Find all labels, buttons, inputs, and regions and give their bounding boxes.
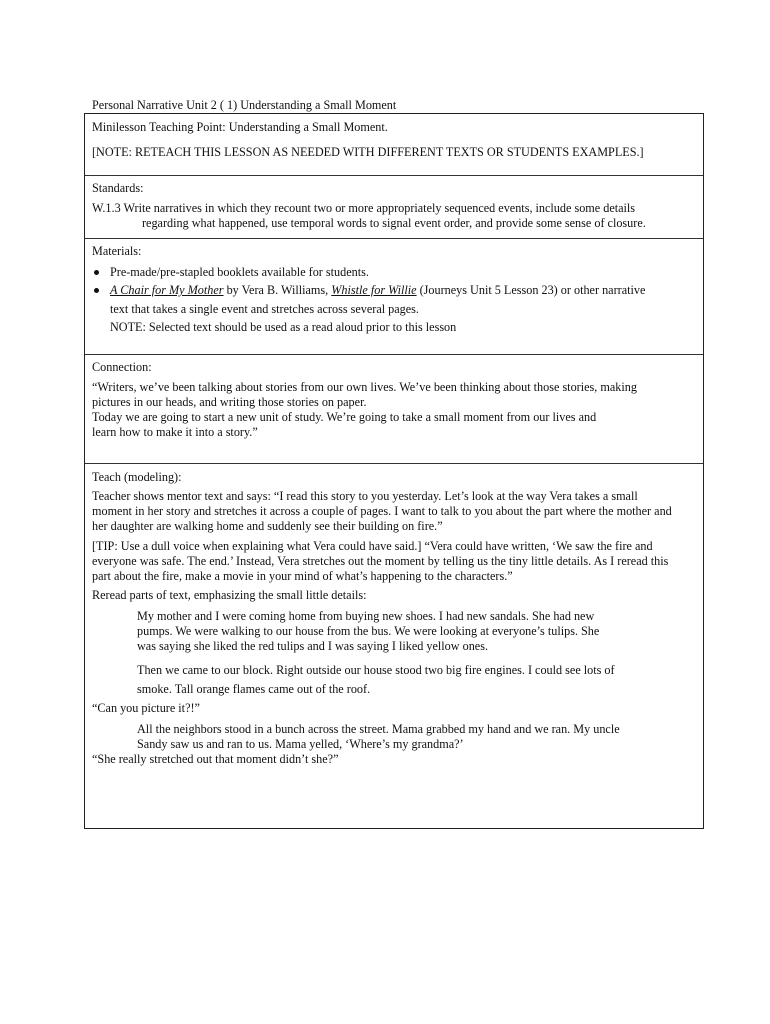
excerpt-2-line-2: smoke. Tall orange flames came out of the roof. [137, 682, 371, 696]
connection-heading: Connection: [92, 360, 152, 374]
standards-section [85, 176, 703, 239]
standard-line-2: regarding what happened, use temporal words to signal event order, and provide some sense of closure. [142, 216, 646, 230]
standards-heading: Standards: [92, 181, 144, 195]
materials-heading: Materials: [92, 244, 142, 258]
materials-note: NOTE: Selected text should be used as a read aloud prior to this lesson [110, 320, 457, 334]
reread-instruction: Reread parts of text, emphasizing the small little details: [92, 588, 367, 602]
connection-line-2: pictures in our heads, and writing those stories on paper. [92, 395, 367, 409]
teach-paragraph-2-line-1: [TIP: Use a dull voice when explaining what Vera could have said.] “Vera could have written, ‘We saw the fire and [92, 539, 653, 553]
document-title: Personal Narrative Unit 2 ( 1) Understanding a Small Moment [92, 98, 397, 112]
author-text: by Vera B. Williams, [223, 283, 332, 297]
connection-line-4: learn how to make it into a story.” [92, 425, 258, 439]
bullet-icon [94, 288, 99, 293]
closing-remark: “She really stretched out that moment didn’t she?” [92, 752, 339, 766]
teaching-point: Minilesson Teaching Point: Understanding a Small Moment. [92, 120, 388, 134]
excerpt-3-line-2: Sandy saw us and ran to us. Mama yelled, ‘Where’s my grandma?’ [137, 737, 464, 751]
lesson-plan-table [84, 113, 704, 829]
picture-prompt: “Can you picture it?!” [92, 701, 200, 715]
connection-line-3: Today we are going to start a new unit of study. We’re going to take a small moment from our lives and [92, 410, 597, 424]
materials-item-2-line-2: text that takes a single event and stretches across several pages. [110, 302, 419, 316]
materials-item-2-rest: (Journeys Unit 5 Lesson 23) or other narrative [416, 283, 646, 297]
teach-paragraph-1-line-3: her daughter are walking home and suddenly see their building on fire.” [92, 519, 443, 533]
materials-section [85, 239, 703, 354]
standard-line-1: W.1.3 Write narratives in which they recount two or more appropriately sequenced events, include some details [92, 201, 636, 215]
excerpt-2-line-1: Then we came to our block. Right outside our house stood two big fire engines. I could see lots of [137, 663, 615, 677]
excerpt-1-line-3: was saying she liked the red tulips and I was saying I liked yellow ones. [137, 639, 488, 653]
excerpt-1-line-1: My mother and I were coming home from buying new shoes. I had new sandals. She had new [137, 609, 595, 623]
teach-heading: Teach (modeling): [92, 470, 182, 484]
excerpt-1-line-2: pumps. We were walking to our house from the bus. We were looking at everyone’s tulips. She [137, 624, 600, 638]
minilesson-section [85, 114, 703, 175]
book-title-chair-for-my-mother: A Chair for My Mother [110, 283, 224, 297]
reteach-note: [NOTE: RETEACH THIS LESSON AS NEEDED WITH DIFFERENT TEXTS OR STUDENTS EXAMPLES.] [92, 145, 644, 159]
teach-section [85, 464, 703, 828]
book-title-whistle-for-willie: Whistle for Willie [331, 283, 417, 297]
materials-item-2 [110, 283, 645, 298]
materials-item-1: Pre-made/pre-stapled booklets available for students. [110, 265, 369, 279]
connection-section [85, 355, 703, 463]
teach-paragraph-2-line-2: everyone was safe. The end.’ Instead, Vera stretches out the moment by telling us the tiny little details. As I reread this [92, 554, 669, 568]
teach-paragraph-1-line-1: Teacher shows mentor text and says: “I read this story to you yesterday. Let’s look at the way Vera takes a small [92, 489, 638, 503]
teach-paragraph-2-line-3: part about the fire, make a movie in your mind of what’s happening to the characters.” [92, 569, 513, 583]
bullet-icon [94, 270, 99, 275]
teach-paragraph-1-line-2: moment in her story and stretches it across a couple of pages. I want to talk to you about the part where the mother and [92, 504, 672, 518]
connection-line-1: “Writers, we’ve been talking about stories from our own lives. We’ve been thinking about those stories, making [92, 380, 637, 394]
excerpt-3-line-1: All the neighbors stood in a bunch across the street. Mama grabbed my hand and we ran. My uncle [137, 722, 620, 736]
